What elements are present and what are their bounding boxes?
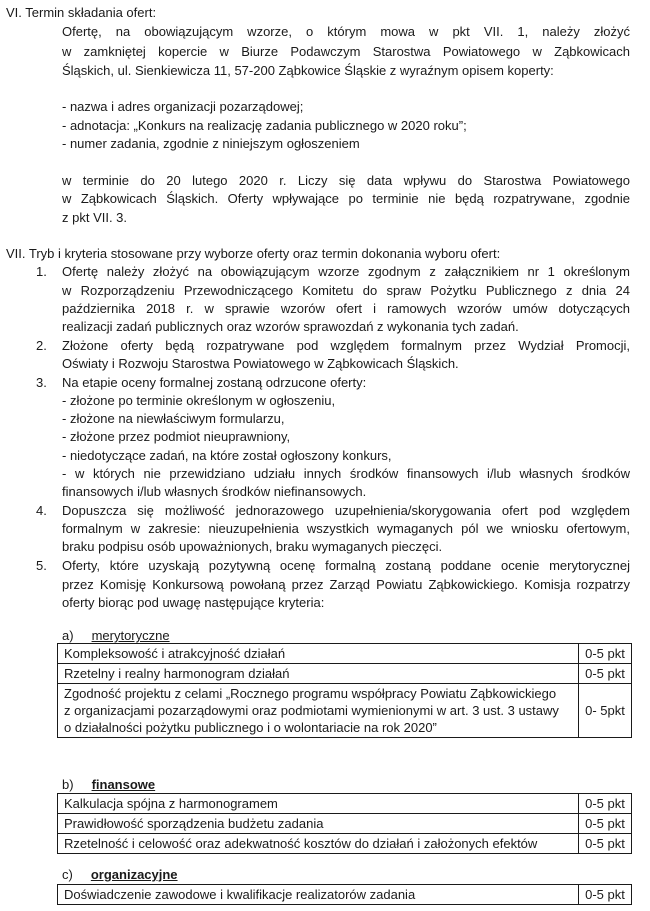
rejection-reason-item: - w których nie przewidziano udziału innych środków finansowych i/lub własnych środków [62,466,630,481]
criterion-text: Zgodność projektu z celami „Rocznego programu współpracy Powiatu Ząbkowickiego z organizacjami pozarządowymi oraz podmiotami wymienionymi w art. 3 ust. 3 ustawy o działalności pożytku publicznego i o wolontariacie na rok 2020” [58,684,579,738]
table-row [58,684,632,738]
rejection-reason-item: - niedotyczące zadań, na które został ogłoszony konkurs, [62,448,392,463]
criterion-points: 0-5 pkt [579,644,632,664]
table-row [58,834,632,854]
criteria-b-table [57,793,632,854]
criterion-text: Kalkulacja spójna z harmonogramem [58,794,579,814]
table-row [58,664,632,684]
envelope-requirement-item: - numer zadania, zgodnie z niniejszym ogłoszeniem [62,136,360,151]
list-item-line: realizacji zadań publicznych oraz wzorów sprawozdań z wykonania tych zadań. [62,319,519,334]
table-row [58,644,632,664]
list-item-line: października 2018 r. w sprawie wzorów ofert i ramowych wzorów umów dotyczących [62,301,630,316]
criteria-a-table [57,643,632,738]
criterion-points: 0-5 pkt [579,885,632,905]
rejection-reason-item: - złożone po terminie określonym w ogłoszeniu, [62,393,336,408]
list-item-number: 4. [36,503,47,518]
criteria-letter: a) [62,628,74,643]
rejection-reason-item: finansowych i/lub własnych środków niefinansowych. [62,484,367,499]
list-item-line: Złożone oferty będą rozpatrywane pod względem formalnym przez Wydział Promocji, [62,338,630,353]
list-item-number: 3. [36,375,47,390]
criteria-letter: b) [62,777,74,792]
criterion-text: Doświadczenie zawodowe i kwalifikacje realizatorów zadania [58,885,579,905]
list-item-line: w Rozporządzeniu Przewodniczącego Komitetu do spraw Pożytku Publicznego z dnia 24 [62,283,630,298]
criterion-points: 0-5 pkt [579,664,632,684]
list-item-line: Na etapie oceny formalnej zostaną odrzucone oferty: [62,375,367,390]
criteria-a-heading [62,627,170,644]
envelope-requirement-item: - adnotacja: „Konkurs na realizację zadania publicznego w 2020 roku”; [62,118,467,133]
criterion-text: Kompleksowość i atrakcyjność działań [58,644,579,664]
table-row [58,794,632,814]
criterion-text: Rzetelny i realny harmonogram działań [58,664,579,684]
criteria-b-heading [62,776,155,793]
list-item-line: Ofertę należy złożyć na obowiązującym wzorze zgodnym z załącznikiem nr 1 określonym [62,264,630,279]
criteria-label: finansowe [91,777,156,792]
section-6-paragraph-line: Ofertę, na obowiązującym wzorze, o którym mowa w pkt VII. 1, należy złożyć [62,24,630,39]
list-item-line: Oferty, które uzyskają pozytywną ocenę formalną zostaną poddane ocenie merytorycznej [62,558,630,573]
list-item-number: 2. [36,338,47,353]
section-6-title: VI. Termin składania ofert: [6,5,157,20]
rejection-reason-item: - złożone na niewłaściwym formularzu, [62,411,285,426]
list-item-line: oferty biorąc pod uwagę następujące kryteria: [62,595,325,610]
list-item-line: przez Komisję Konkursową powołaną przez Zarząd Powiatu Ząbkowickiego. Komisja rozpatrzy [62,577,630,592]
criteria-label: organizacyjne [90,867,178,882]
section-6-paragraph-line: Śląskich, ul. Sienkiewicza 11, 57-200 Ząbkowice Śląskie z wyraźnym opisem koperty: [62,63,554,78]
list-item-line: Oświaty i Rozwoju Starostwa Powiatowego w Ząbkowicach Śląskich. [62,356,459,371]
section-6-paragraph-line: w zamkniętej kopercie w Biurze Podawczym Starostwa Powiatowego w Ząbkowicach [62,44,630,59]
deadline-paragraph-line: w Ząbkowicach Śląskich. Oferty wpływające po terminie nie będą rozpatrywane, zgodnie [62,191,630,206]
criterion-text: Rzetelność i celowość oraz adekwatność kosztów do działań i założonych efektów [58,834,579,854]
envelope-requirement-item: - nazwa i adres organizacji pozarządowej; [62,99,304,114]
list-item-line: Dopuszcza się możliwość jednorazowego uzupełnienia/skorygowania ofert pod względem [62,503,630,518]
list-item-number: 5. [36,558,47,573]
criteria-c-heading [62,866,178,883]
rejection-reason-item: - złożone przez podmiot nieuprawniony, [62,429,291,444]
criteria-letter: c) [62,867,73,882]
criterion-points: 0-5 pkt [579,814,632,834]
criteria-label: merytoryczne [91,628,170,643]
criterion-text: Prawidłowość sporządzenia budżetu zadania [58,814,579,834]
criterion-points: 0-5 pkt [579,794,632,814]
criterion-points: 0- 5pkt [579,684,632,738]
list-item-line: braku podpisu osób upoważnionych, braku wymaganych pieczęci. [62,539,443,554]
list-item-number: 1. [36,264,47,279]
deadline-paragraph-line: z pkt VII. 3. [62,210,128,225]
list-item-line: formalnym w zakresie: nieuzupełnienia wszystkich wymaganych pól we wniosku ofertowym, [62,521,630,536]
criterion-points: 0-5 pkt [579,834,632,854]
deadline-paragraph-line: w terminie do 20 lutego 2020 r. Liczy się data wpływu do Starostwa Powiatowego [62,173,630,188]
criteria-c-table [57,884,632,905]
table-row [58,885,632,905]
table-row [58,814,632,834]
section-7-title: VII. Tryb i kryteria stosowane przy wyborze oferty oraz termin dokonania wyboru ofert: [6,246,501,261]
